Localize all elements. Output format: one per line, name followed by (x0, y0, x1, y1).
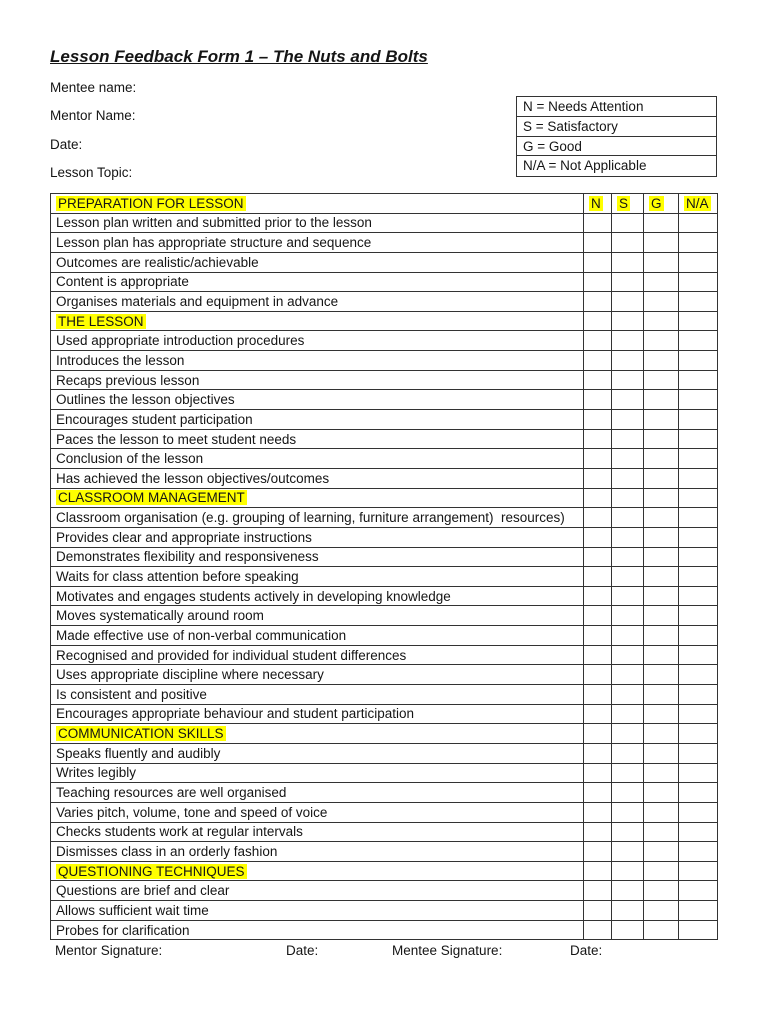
rating-cell-g[interactable] (644, 822, 679, 842)
rating-cell-s[interactable] (612, 233, 644, 253)
rating-cell-g[interactable] (644, 743, 679, 763)
rating-cell-g[interactable] (644, 292, 679, 312)
section-rating-cell (679, 311, 718, 331)
rating-cell-n[interactable] (584, 881, 612, 901)
criterion-row (51, 272, 718, 292)
criterion-text: Encourages appropriate behaviour and student participation (51, 704, 584, 724)
rating-cell-s[interactable] (612, 547, 644, 567)
criterion-row (51, 685, 718, 705)
rating-cell-na[interactable] (679, 429, 718, 449)
rating-cell-g[interactable] (644, 626, 679, 646)
rating-cell-s[interactable] (612, 468, 644, 488)
rating-cell-s[interactable] (612, 586, 644, 606)
rating-cell-g[interactable] (644, 331, 679, 351)
rating-cell-n[interactable] (584, 351, 612, 371)
rating-cell-n[interactable] (584, 783, 612, 803)
rating-header-s: S (619, 195, 629, 211)
rating-cell-n[interactable] (584, 842, 612, 862)
rating-cell-s[interactable] (612, 390, 644, 410)
rating-cell-n[interactable] (584, 390, 612, 410)
criterion-text: Motivates and engages students actively in developing knowledge (51, 586, 584, 606)
rating-cell-g[interactable] (644, 390, 679, 410)
section-header-row (51, 724, 718, 744)
rating-cell-na[interactable] (679, 449, 718, 469)
criterion-row (51, 901, 718, 921)
rating-cell-na[interactable] (679, 901, 718, 921)
rating-cell-na[interactable] (679, 567, 718, 587)
criterion-text: Waits for class attention before speaking (51, 567, 584, 587)
rating-cell-na[interactable] (679, 252, 718, 272)
criterion-row (51, 802, 718, 822)
rating-cell-g[interactable] (644, 213, 679, 233)
section-header-row (51, 488, 718, 508)
rating-cell-na[interactable] (679, 508, 718, 528)
criterion-row (51, 331, 718, 351)
section-heading-cell (51, 311, 584, 331)
criterion-row (51, 468, 718, 488)
rating-cell-s[interactable] (612, 252, 644, 272)
rating-cell-g[interactable] (644, 881, 679, 901)
rating-cell-s[interactable] (612, 272, 644, 292)
rating-cell-g[interactable] (644, 429, 679, 449)
rating-cell-na[interactable] (679, 763, 718, 783)
criterion-text: Uses appropriate discipline where necessary (51, 665, 584, 685)
rating-cell-n[interactable] (584, 763, 612, 783)
rating-cell-na[interactable] (679, 822, 718, 842)
rating-cell-na[interactable] (679, 233, 718, 253)
criterion-text: Outlines the lesson objectives (51, 390, 584, 410)
mentor-name-label: Mentor Name: (50, 108, 136, 123)
criterion-text: Checks students work at regular intervals (51, 822, 584, 842)
rating-cell-g[interactable] (644, 665, 679, 685)
section-rating-cell (679, 488, 718, 508)
rating-cell-s[interactable] (612, 213, 644, 233)
rating-cell-g[interactable] (644, 233, 679, 253)
rating-cell-s[interactable] (612, 881, 644, 901)
rating-cell-na[interactable] (679, 410, 718, 430)
rating-cell-g[interactable] (644, 704, 679, 724)
rating-cell-n[interactable] (584, 547, 612, 567)
section-header-row (51, 311, 718, 331)
rating-cell-n[interactable] (584, 370, 612, 390)
criterion-text: Outcomes are realistic/achievable (51, 252, 584, 272)
section-rating-cell (584, 724, 612, 744)
criterion-text: Introduces the lesson (51, 351, 584, 371)
criterion-row (51, 351, 718, 371)
rating-cell-s[interactable] (612, 802, 644, 822)
criterion-text: Paces the lesson to meet student needs (51, 429, 584, 449)
rating-cell-g[interactable] (644, 901, 679, 921)
legend-item-good: G = Good (517, 137, 716, 157)
criterion-text: Moves systematically around room (51, 606, 584, 626)
criterion-text: Allows sufficient wait time (51, 901, 584, 921)
criterion-row (51, 390, 718, 410)
criterion-text: Recaps previous lesson (51, 370, 584, 390)
rating-cell-n[interactable] (584, 292, 612, 312)
section-rating-cell (612, 488, 644, 508)
rating-cell-s[interactable] (612, 763, 644, 783)
rating-cell-na[interactable] (679, 213, 718, 233)
rating-cell-na[interactable] (679, 292, 718, 312)
rating-cell-s[interactable] (612, 920, 644, 940)
rating-cell-n[interactable] (584, 410, 612, 430)
criterion-text: Varies pitch, volume, tone and speed of voice (51, 802, 584, 822)
section-rating-cell (679, 861, 718, 881)
rating-cell-s[interactable] (612, 449, 644, 469)
criterion-row (51, 842, 718, 862)
criterion-text: Has achieved the lesson objectives/outcomes (51, 468, 584, 488)
mentee-name-label: Mentee name: (50, 80, 137, 95)
section-heading: QUESTIONING TECHNIQUES (58, 863, 245, 879)
section-header-row (51, 194, 718, 214)
rating-cell-s[interactable] (612, 370, 644, 390)
rating-cell-na[interactable] (679, 606, 718, 626)
criterion-row (51, 822, 718, 842)
criterion-row (51, 606, 718, 626)
criterion-text: Recognised and provided for individual student differences (51, 645, 584, 665)
rating-cell-na[interactable] (679, 527, 718, 547)
section-heading-cell (51, 861, 584, 881)
criterion-row (51, 645, 718, 665)
form-title: Lesson Feedback Form 1 – The Nuts and Bolts (50, 47, 428, 66)
rating-cell-n[interactable] (584, 586, 612, 606)
section-rating-cell (644, 861, 679, 881)
rating-cell-n[interactable] (584, 233, 612, 253)
criterion-text: Demonstrates flexibility and responsiveness (51, 547, 584, 567)
criterion-text: Dismisses class in an orderly fashion (51, 842, 584, 862)
criterion-text: Provides clear and appropriate instructions (51, 527, 584, 547)
rating-cell-na[interactable] (679, 626, 718, 646)
rating-cell-n[interactable] (584, 645, 612, 665)
rating-cell-s[interactable] (612, 645, 644, 665)
rating-cell-n[interactable] (584, 626, 612, 646)
criterion-text: Used appropriate introduction procedures (51, 331, 584, 351)
rating-cell-s[interactable] (612, 783, 644, 803)
legend-item-not-applicable: N/A = Not Applicable (523, 158, 647, 174)
criterion-row (51, 213, 718, 233)
rating-cell-n[interactable] (584, 802, 612, 822)
feedback-table (50, 193, 718, 940)
rating-header-cell (679, 194, 718, 214)
rating-cell-g[interactable] (644, 370, 679, 390)
rating-cell-g[interactable] (644, 508, 679, 528)
criterion-text: Content is appropriate (51, 272, 584, 292)
rating-cell-g[interactable] (644, 252, 679, 272)
criterion-text: Lesson plan written and submitted prior to the lesson (51, 213, 584, 233)
rating-cell-n[interactable] (584, 508, 612, 528)
rating-cell-g[interactable] (644, 272, 679, 292)
criterion-row (51, 783, 718, 803)
rating-cell-s[interactable] (612, 429, 644, 449)
rating-cell-na[interactable] (679, 665, 718, 685)
criterion-text: Probes for clarification (51, 920, 584, 940)
rating-cell-n[interactable] (584, 213, 612, 233)
rating-cell-na[interactable] (679, 920, 718, 940)
rating-cell-na[interactable] (679, 586, 718, 606)
rating-cell-g[interactable] (644, 410, 679, 430)
rating-cell-s[interactable] (612, 901, 644, 921)
rating-cell-g[interactable] (644, 645, 679, 665)
rating-cell-s[interactable] (612, 292, 644, 312)
section-heading-cell (51, 724, 584, 744)
rating-cell-g[interactable] (644, 527, 679, 547)
criterion-row (51, 704, 718, 724)
rating-cell-g[interactable] (644, 783, 679, 803)
section-header-row (51, 861, 718, 881)
criterion-text: Made effective use of non-verbal communication (51, 626, 584, 646)
criterion-row (51, 508, 718, 528)
rating-cell-n[interactable] (584, 429, 612, 449)
criterion-text: Lesson plan has appropriate structure and sequence (51, 233, 584, 253)
rating-cell-s[interactable] (612, 527, 644, 547)
rating-cell-n[interactable] (584, 331, 612, 351)
rating-cell-na[interactable] (679, 272, 718, 292)
section-heading: THE LESSON (58, 313, 144, 329)
rating-cell-g[interactable] (644, 586, 679, 606)
criterion-row (51, 665, 718, 685)
criterion-row (51, 547, 718, 567)
mentee-date-label: Date: (570, 943, 603, 958)
rating-cell-g[interactable] (644, 468, 679, 488)
rating-cell-na[interactable] (679, 370, 718, 390)
rating-cell-n[interactable] (584, 468, 612, 488)
criterion-text: Classroom organisation (e.g. grouping of learning, furniture arrangement) resources) (51, 508, 584, 528)
criterion-text: Encourages student participation (51, 410, 584, 430)
rating-cell-g[interactable] (644, 842, 679, 862)
criterion-row (51, 626, 718, 646)
rating-cell-na[interactable] (679, 783, 718, 803)
criterion-text: Is consistent and positive (51, 685, 584, 705)
rating-header-cell (644, 194, 679, 214)
rating-cell-na[interactable] (679, 704, 718, 724)
date-label: Date: (50, 137, 83, 152)
rating-cell-n[interactable] (584, 272, 612, 292)
rating-cell-na[interactable] (679, 842, 718, 862)
section-heading: PREPARATION FOR LESSON (58, 195, 244, 211)
rating-cell-s[interactable] (612, 743, 644, 763)
criterion-row (51, 370, 718, 390)
criterion-row (51, 233, 718, 253)
rating-cell-g[interactable] (644, 547, 679, 567)
lesson-topic-label: Lesson Topic: (50, 165, 133, 180)
criterion-text: Writes legibly (51, 763, 584, 783)
rating-cell-g[interactable] (644, 920, 679, 940)
rating-cell-g[interactable] (644, 351, 679, 371)
criterion-row (51, 567, 718, 587)
rating-cell-s[interactable] (612, 626, 644, 646)
rating-cell-na[interactable] (679, 685, 718, 705)
mentor-date-label: Date: (286, 943, 319, 958)
section-rating-cell (644, 488, 679, 508)
rating-cell-s[interactable] (612, 842, 644, 862)
section-heading: COMMUNICATION SKILLS (58, 726, 224, 742)
rating-cell-s[interactable] (612, 606, 644, 626)
rating-cell-na[interactable] (679, 802, 718, 822)
mentor-signature-label: Mentor Signature: (55, 943, 163, 958)
criterion-row (51, 449, 718, 469)
criterion-row (51, 743, 718, 763)
rating-cell-n[interactable] (584, 606, 612, 626)
rating-cell-s[interactable] (612, 508, 644, 528)
criterion-text: Organises materials and equipment in advance (51, 292, 584, 312)
rating-cell-s[interactable] (612, 567, 644, 587)
section-heading: CLASSROOM MANAGEMENT (58, 490, 245, 506)
legend-item-needs-attention: N = Needs Attention (517, 97, 716, 117)
criterion-text: Conclusion of the lesson (51, 449, 584, 469)
rating-cell-n[interactable] (584, 743, 612, 763)
criterion-row (51, 920, 718, 940)
rating-header-n: N (591, 195, 601, 211)
criterion-row (51, 292, 718, 312)
rating-cell-s[interactable] (612, 410, 644, 430)
rating-cell-na[interactable] (679, 331, 718, 351)
rating-cell-na[interactable] (679, 390, 718, 410)
rating-cell-n[interactable] (584, 449, 612, 469)
rating-cell-g[interactable] (644, 449, 679, 469)
mentee-signature-label: Mentee Signature: (392, 943, 503, 958)
rating-cell-n[interactable] (584, 901, 612, 921)
section-rating-cell (644, 311, 679, 331)
section-rating-cell (612, 311, 644, 331)
rating-header-cell (612, 194, 644, 214)
criterion-row (51, 527, 718, 547)
rating-cell-na[interactable] (679, 351, 718, 371)
rating-cell-na[interactable] (679, 881, 718, 901)
rating-cell-s[interactable] (612, 685, 644, 705)
criterion-text: Questions are brief and clear (51, 881, 584, 901)
section-rating-cell (584, 488, 612, 508)
section-heading-cell (51, 194, 584, 214)
rating-cell-n[interactable] (584, 685, 612, 705)
rating-cell-s[interactable] (612, 351, 644, 371)
rating-cell-n[interactable] (584, 527, 612, 547)
section-rating-cell (644, 724, 679, 744)
rating-cell-na[interactable] (679, 743, 718, 763)
rating-legend (516, 96, 717, 177)
section-rating-cell (679, 724, 718, 744)
rating-cell-n[interactable] (584, 822, 612, 842)
criterion-row (51, 763, 718, 783)
rating-cell-n[interactable] (584, 252, 612, 272)
criterion-row (51, 429, 718, 449)
rating-header-na: N/A (686, 195, 709, 211)
criterion-text: Speaks fluently and audibly (51, 743, 584, 763)
criterion-row (51, 586, 718, 606)
rating-cell-g[interactable] (644, 685, 679, 705)
rating-header-g: G (651, 195, 662, 211)
rating-cell-n[interactable] (584, 567, 612, 587)
rating-cell-g[interactable] (644, 567, 679, 587)
rating-cell-s[interactable] (612, 704, 644, 724)
legend-item-satisfactory: S = Satisfactory (517, 117, 716, 137)
rating-cell-n[interactable] (584, 665, 612, 685)
rating-cell-na[interactable] (679, 468, 718, 488)
criterion-row (51, 881, 718, 901)
rating-cell-g[interactable] (644, 763, 679, 783)
rating-cell-n[interactable] (584, 704, 612, 724)
rating-cell-g[interactable] (644, 802, 679, 822)
rating-header-cell (584, 194, 612, 214)
section-rating-cell (584, 861, 612, 881)
rating-cell-s[interactable] (612, 665, 644, 685)
rating-cell-s[interactable] (612, 331, 644, 351)
section-rating-cell (612, 724, 644, 744)
rating-cell-na[interactable] (679, 645, 718, 665)
rating-cell-na[interactable] (679, 547, 718, 567)
rating-cell-n[interactable] (584, 920, 612, 940)
rating-cell-s[interactable] (612, 822, 644, 842)
section-rating-cell (584, 311, 612, 331)
section-heading-cell (51, 488, 584, 508)
criterion-text: Teaching resources are well organised (51, 783, 584, 803)
criterion-row (51, 410, 718, 430)
section-rating-cell (612, 861, 644, 881)
criterion-row (51, 252, 718, 272)
rating-cell-g[interactable] (644, 606, 679, 626)
